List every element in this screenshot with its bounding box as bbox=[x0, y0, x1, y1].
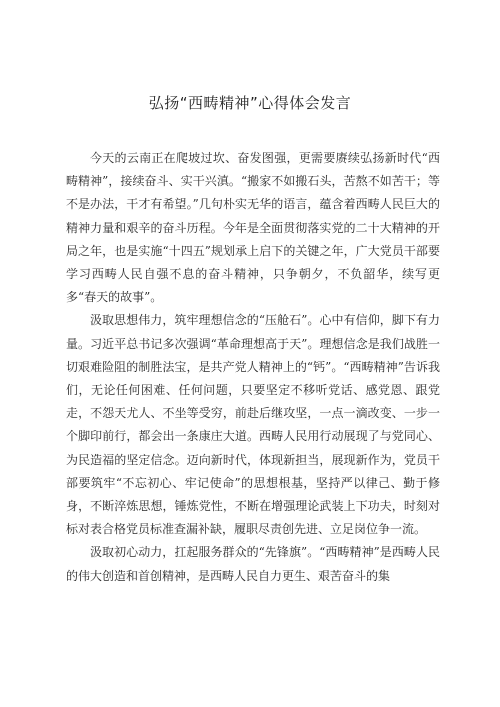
paragraph-3: 汲取初心动力，扛起服务群众的“先锋旗”。“西畴精神”是西畴人民的伟大创造和首创精神，是西畴人民自力更生、艰苦奋斗的集 bbox=[66, 545, 440, 583]
document-title: 弘扬“西畴精神”心得体会发言 bbox=[148, 94, 352, 112]
paragraph-2: 汲取思想伟力，筑牢理想信念的“压舱石”。心中有信仰，脚下有力量。习近平总书记多次强调“革命理想高于天”。理想信念是我们战胜一切艰难险阻的制胜法宝，是共产党人精神上的“钙”。“西畴精神”告诉我们，无论任何困难、任何问题，只要坚定不移听党话、感党恩、跟党走，不怨天尤人、不坐等受穷，前赴后继攻坚，一点一滴改变、一步一个脚印前行，都会出一条康庄大道。西畴人民用行动展现了与党同心、为民造福的坚定信念。迈向新时代，体现新担当，展现新作为，党员干部要筑牢“不忘初心、牢记使命”的思想根基，坚持严以律己、勤于修身，不断淬炼思想，锤炼党性，不断在增强理论武装上下功夫，时刻对标对表合格党员标准查漏补缺，履职尽责创先进、立足岗位争一流。 bbox=[66, 313, 440, 537]
paragraph-1: 今天的云南正在爬坡过坎、奋发图强，更需要赓续弘扬新时代“西畴精神”，接续奋斗、实干兴滇。“搬家不如搬石头，苦熬不如苦干；等不是办法，干才有希望。”几句朴实无华的语言，蕴含着西畴人民巨大的精神力量和艰辛的奋斗历程。今年是全面贯彻落实党的二十大精神的开局之年，也是实施“十四五”规划承上启下的关键之年，广大党员干部要学习西畴人民自强不息的奋斗精神，只争朝夕，不负韶华，续写更多“春天的故事”。 bbox=[66, 151, 440, 305]
document-body bbox=[66, 147, 440, 588]
